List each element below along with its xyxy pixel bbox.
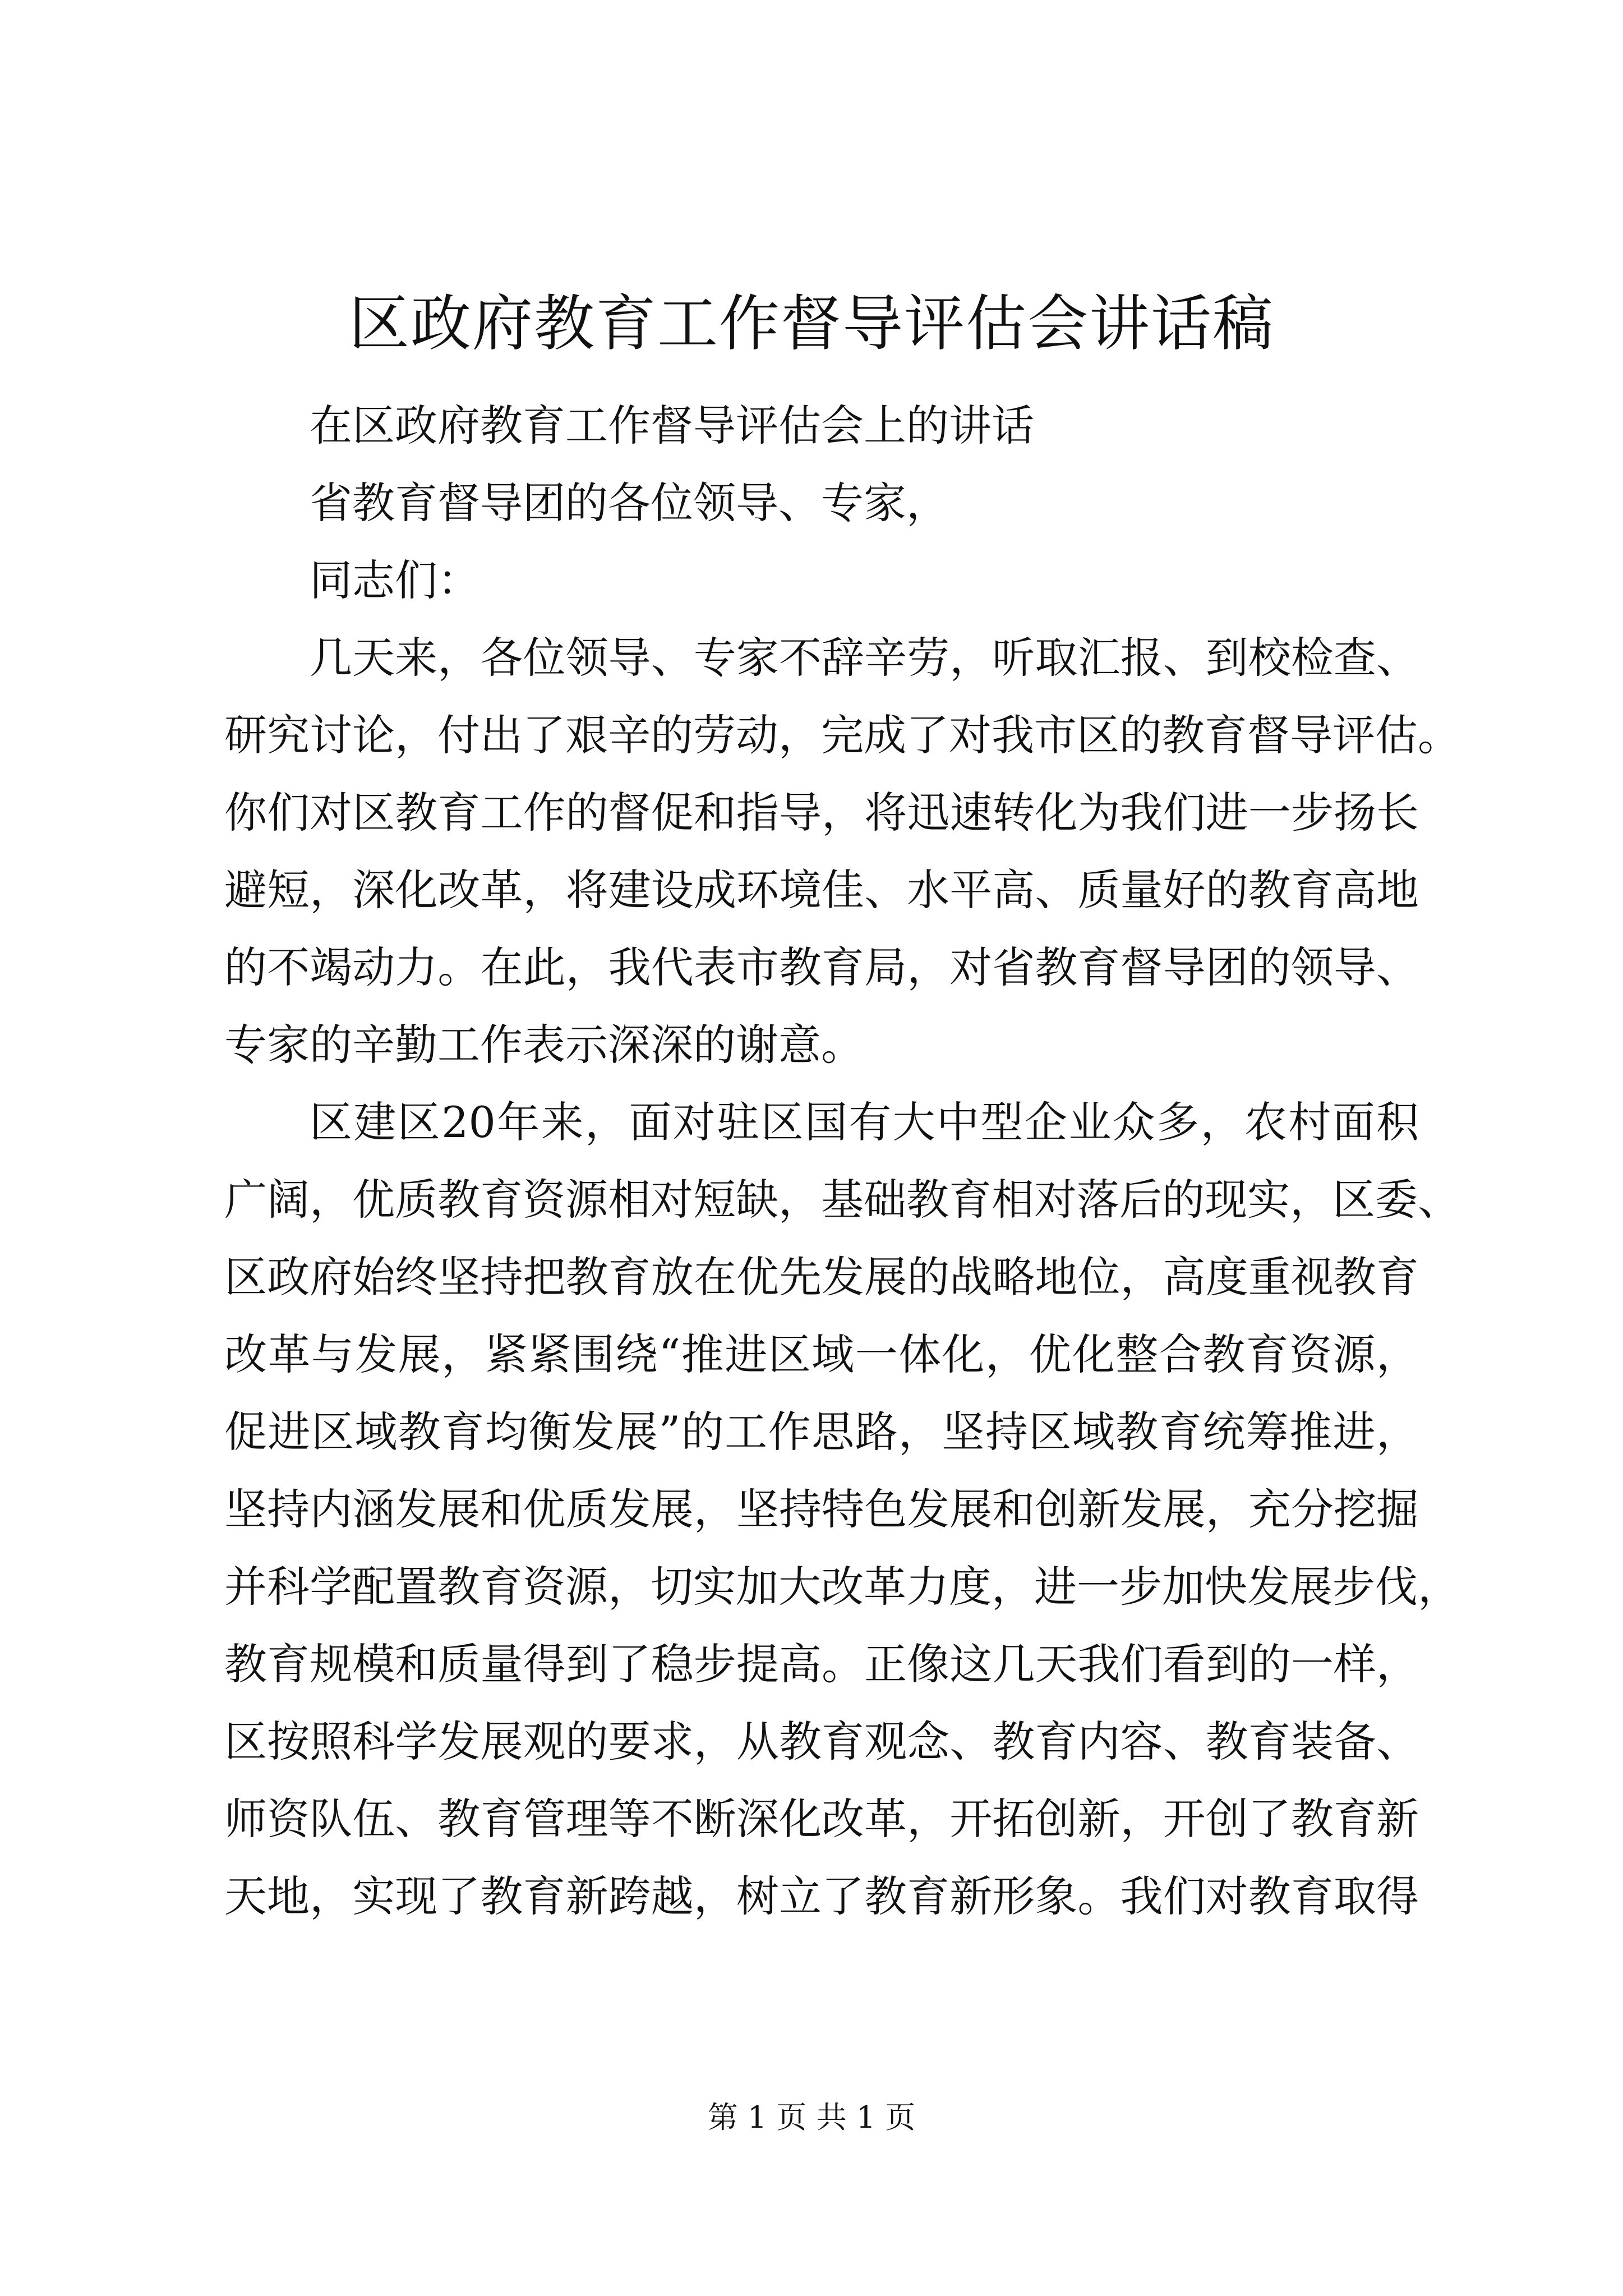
page-footer: 第 1 页 共 1 页	[707, 2100, 916, 2135]
text-line: 师资队伍、教育管理等不断深化改革，开拓创新，开创了教育新	[224, 1794, 1419, 1844]
text-line: 避短，深化改革，将建设成环境佳、水平高、质量好的教育高地	[224, 865, 1419, 915]
text-line: 区政府始终坚持把教育放在优先发展的战略地位，高度重视教育	[224, 1252, 1419, 1302]
text-line: 省教育督导团的各位领导、专家，	[310, 478, 949, 528]
document-title: 区政府教育工作督导评估会讲话稿	[348, 289, 1274, 359]
text-line: 促进区域教育均衡发展”的工作思路，坚持区域教育统筹推进，	[224, 1407, 1419, 1457]
text-line: 区按照科学发展观的要求，从教育观念、教育内容、教育装备、	[224, 1717, 1419, 1766]
text-line: 教育规模和质量得到了稳步提高。正像这几天我们看到的一样，	[224, 1639, 1419, 1689]
text-line: 同志们：	[310, 555, 480, 605]
text-line: 的不竭动力。在此，我代表市教育局，对省教育督导团的领导、	[224, 942, 1419, 992]
text-line: 几天来，各位领导、专家不辞辛劳，听取汇报、到校检查、	[310, 633, 1419, 683]
text-line: 专家的辛勤工作表示深深的谢意。	[224, 1020, 864, 1070]
text-line: 广阔，优质教育资源相对短缺，基础教育相对落后的现实，区委、	[224, 1175, 1460, 1225]
text-line: 并科学配置教育资源，切实加大改革力度，进一步加快发展步伐，	[224, 1562, 1460, 1612]
text-line: 在区政府教育工作督导评估会上的讲话	[310, 401, 1034, 450]
text-line: 坚持内涵发展和优质发展，坚持特色发展和创新发展，充分挖掘	[224, 1484, 1419, 1534]
text-line: 区建区20年来，面对驻区国有大中型企业众多，农村面积	[310, 1097, 1419, 1147]
text-line: 天地，实现了教育新跨越，树立了教育新形象。我们对教育取得	[224, 1871, 1419, 1921]
text-line: 你们对区教育工作的督促和指导，将迅速转化为我们进一步扬长	[224, 788, 1419, 838]
document-body	[224, 387, 1460, 1935]
text-line: 研究讨论，付出了艰辛的劳动，完成了对我市区的教育督导评估。	[224, 710, 1460, 760]
text-line: 改革与发展，紧紧围绕“推进区域一体化，优化整合教育资源，	[224, 1329, 1419, 1379]
